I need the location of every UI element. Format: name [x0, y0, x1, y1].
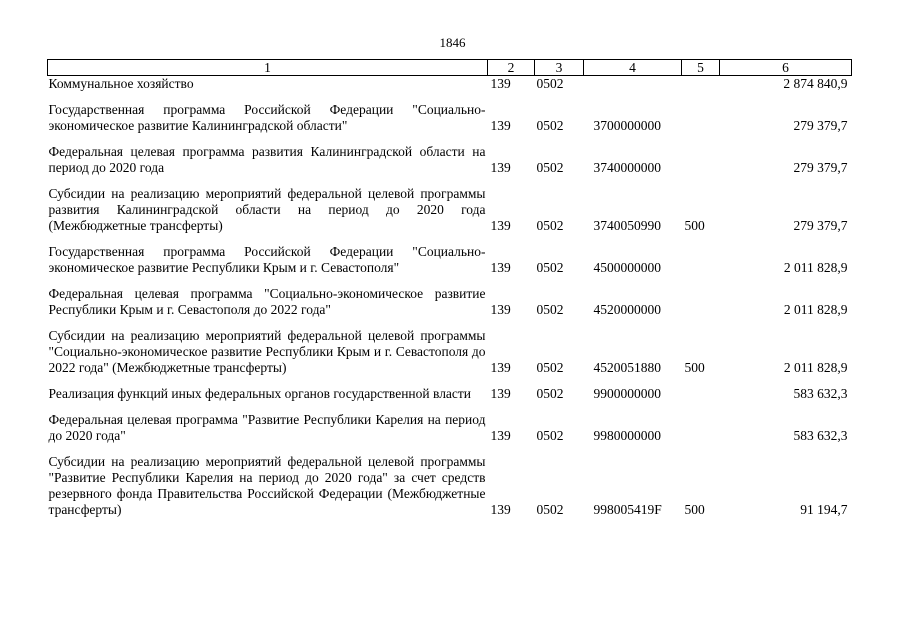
row-code-5	[682, 244, 720, 276]
table-row	[48, 186, 852, 234]
table-row	[48, 76, 852, 93]
table-row	[48, 144, 852, 176]
row-name: Субсидии на реализацию мероприятий федеральной целевой программы "Социально-экономическое развитие Республики Крым и г. Севастополя до 2022 года" (Межбюджетные трансферты)	[48, 328, 486, 375]
row-code-3: 0502	[536, 260, 564, 275]
row-code-2: 139	[490, 76, 511, 91]
row-code-2: 139	[490, 428, 511, 443]
row-code-5	[682, 76, 720, 93]
row-code-3: 0502	[536, 360, 564, 375]
row-code-2: 139	[490, 302, 511, 317]
row-code-5: 500	[684, 218, 705, 233]
table-header	[48, 60, 852, 76]
row-code-4: 3740050990	[593, 218, 661, 233]
row-spacer	[48, 276, 852, 286]
row-code-5	[682, 102, 720, 134]
row-amount: 279 379,7	[793, 118, 848, 133]
table-body	[48, 76, 852, 519]
row-spacer	[48, 92, 852, 102]
row-code-2: 139	[490, 360, 511, 375]
row-name: Субсидии на реализацию мероприятий федеральной целевой программы "Развитие Республики Карелия на период до 2020 года" за счет средств резервного фонда Правительства Российской Федерации (Межбюджетные трансферты)	[48, 454, 486, 517]
row-code-3: 0502	[536, 218, 564, 233]
row-code-2: 139	[490, 118, 511, 133]
header-col-2: 2	[488, 60, 535, 76]
row-name: Реализация функций иных федеральных органов государственной власти	[48, 386, 472, 401]
budget-table	[47, 59, 852, 518]
row-code-4: 3700000000	[593, 118, 661, 133]
row-code-2: 139	[490, 160, 511, 175]
row-code-3: 0502	[536, 386, 564, 401]
header-col-3: 3	[535, 60, 584, 76]
row-code-2: 139	[490, 386, 511, 401]
row-name: Федеральная целевая программа развития Калининградской области на период до 2020 года	[48, 144, 486, 175]
row-code-4	[584, 76, 682, 93]
row-code-5: 500	[684, 502, 705, 517]
row-name: Федеральная целевая программа "Социально-экономическое развитие Республики Крым и г. Севастополя до 2022 года"	[48, 286, 486, 317]
row-amount: 2 874 840,9	[783, 76, 848, 91]
row-code-4: 4520051880	[593, 360, 661, 375]
row-code-3: 0502	[536, 118, 564, 133]
row-spacer	[48, 318, 852, 328]
row-code-5	[682, 144, 720, 176]
row-spacer	[48, 234, 852, 244]
row-code-4: 9980000000	[593, 428, 661, 443]
table-row	[48, 286, 852, 318]
row-code-5	[682, 412, 720, 444]
row-name: Государственная программа Российской Федерации "Социально-экономическое развитие Калининградской области"	[48, 102, 486, 133]
row-spacer	[48, 444, 852, 454]
row-code-5: 500	[684, 360, 705, 375]
row-code-2: 139	[490, 260, 511, 275]
row-amount: 91 194,7	[800, 502, 848, 517]
header-col-4: 4	[584, 60, 682, 76]
row-name: Федеральная целевая программа "Развитие Республики Карелия на период до 2020 года"	[48, 412, 486, 443]
row-code-4: 3740000000	[593, 160, 661, 175]
row-spacer	[48, 134, 852, 144]
row-name: Коммунальное хозяйство	[48, 76, 194, 91]
row-name: Государственная программа Российской Федерации "Социально-экономическое развитие Республики Крым и г. Севастополя"	[48, 244, 486, 275]
table-row	[48, 454, 852, 518]
row-code-3: 0502	[536, 428, 564, 443]
table-row	[48, 244, 852, 276]
table-row	[48, 412, 852, 444]
row-code-2: 139	[490, 218, 511, 233]
table-row	[48, 386, 852, 402]
row-code-3: 0502	[536, 302, 564, 317]
table-row	[48, 102, 852, 134]
header-col-6: 6	[720, 60, 852, 76]
row-code-4: 998005419F	[593, 502, 662, 517]
table-row	[48, 328, 852, 376]
row-amount: 583 632,3	[793, 428, 848, 443]
row-spacer	[48, 376, 852, 386]
row-code-5	[682, 386, 720, 402]
row-code-3: 0502	[536, 160, 564, 175]
row-spacer	[48, 402, 852, 412]
row-name: Субсидии на реализацию мероприятий федеральной целевой программы развития Калининградской области на период до 2020 года (Межбюджетные трансферты)	[48, 186, 486, 233]
row-code-5	[682, 286, 720, 318]
header-col-5: 5	[682, 60, 720, 76]
row-code-4: 4520000000	[593, 302, 661, 317]
row-amount: 279 379,7	[793, 160, 848, 175]
row-code-2: 139	[490, 502, 511, 517]
page-number: 1846	[439, 35, 466, 50]
row-amount: 279 379,7	[793, 218, 848, 233]
row-spacer	[48, 176, 852, 186]
row-code-4: 9900000000	[593, 386, 661, 401]
row-amount: 2 011 828,9	[783, 302, 848, 317]
row-code-3: 0502	[536, 502, 564, 517]
header-row	[48, 60, 852, 76]
header-col-1: 1	[48, 60, 488, 76]
row-code-3: 0502	[536, 76, 564, 91]
row-code-4: 4500000000	[593, 260, 661, 275]
row-amount: 583 632,3	[793, 386, 848, 401]
row-amount: 2 011 828,9	[783, 360, 848, 375]
row-amount: 2 011 828,9	[783, 260, 848, 275]
